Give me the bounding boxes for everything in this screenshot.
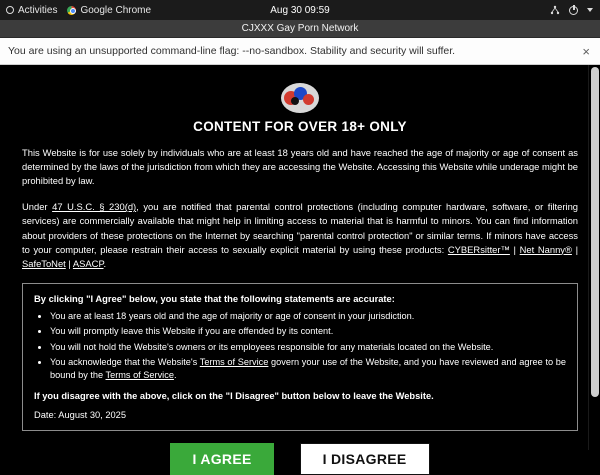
agree-button[interactable]: I AGREE [170, 443, 273, 475]
page-inner [0, 65, 600, 467]
activities-label: Activities [18, 4, 58, 16]
age-gate-title: CONTENT FOR OVER 18+ ONLY [193, 119, 407, 134]
agreement-box [22, 283, 578, 431]
list-item: • You are at least 18 years old and the age of majority or age of consent in your jurisdiction. [50, 310, 566, 323]
statute-end: . [103, 257, 107, 269]
chrome-icon [67, 6, 76, 15]
site-logo-icon [281, 83, 319, 113]
statute-link[interactable]: 47 U.S.C. § 230(d) [52, 201, 137, 213]
system-top-bar [0, 0, 600, 20]
page-content [0, 65, 600, 467]
provider-link-netnanny[interactable]: Net Nanny® [519, 243, 572, 255]
action-buttons [22, 443, 578, 475]
disagree-button[interactable]: I DISAGREE [300, 443, 430, 475]
activities-button[interactable] [6, 5, 57, 16]
list-item-terms [50, 356, 566, 383]
statute-prefix: Under [22, 201, 53, 213]
window-title-bar [0, 20, 600, 38]
provider-link-asacp[interactable]: ASACP [72, 257, 104, 269]
scrollbar-thumb[interactable] [591, 67, 599, 397]
network-icon[interactable] [550, 5, 560, 15]
top-bar-right [550, 5, 600, 15]
terms-of-service-link-2[interactable]: Terms of Service [105, 370, 174, 381]
parental-controls-paragraph [22, 200, 578, 271]
agreement-lead: By clicking "I Agree" below, you state that the following statements are accurate: [34, 292, 395, 304]
provider-link-safetonet[interactable]: SafeToNet [22, 257, 66, 269]
agreement-date: Date: August 30, 2025 [34, 409, 127, 420]
agreement-bullet-list [34, 310, 566, 383]
close-icon[interactable]: × [582, 43, 590, 59]
top-bar-left [0, 5, 151, 16]
chevron-down-icon[interactable] [587, 8, 593, 12]
page-scrollbar[interactable] [588, 65, 600, 450]
page-title: CJXXX Gay Porn Network [241, 23, 359, 34]
circle-icon [6, 6, 14, 14]
sep-2: | [571, 243, 578, 255]
chrome-window-button[interactable] [67, 5, 151, 16]
age-statement-paragraph: This Website is for use solely by individuals who are at least 18 years old and have reached the age of majority or age of consent as determined by the laws of the jurisdiction from which they are accessing the Website. Accessing this Website while underage might be prohibited by law. [22, 147, 578, 187]
sep-1: | [509, 243, 520, 255]
list-item: • You will promptly leave this Website if you are offended by its content. [50, 325, 566, 338]
logo-container [22, 83, 578, 113]
unsupported-flag-infobar [0, 38, 600, 65]
clock[interactable]: Aug 30 09:59 [270, 4, 330, 16]
infobar-message: You are using an unsupported command-line flag: --no-sandbox. Stability and security will suffer. [8, 45, 456, 57]
sep-3: | [65, 257, 73, 269]
tos-prefix: You acknowledge that the Website's [50, 356, 200, 367]
tos-end: . [173, 370, 177, 381]
chrome-label: Google Chrome [80, 4, 152, 16]
provider-link-cybersitter[interactable]: CYBERsitter™ [447, 243, 510, 255]
terms-of-service-link-1[interactable]: Terms of Service [199, 356, 269, 367]
list-item: • You will not hold the Website's owners or its employees responsible for any materials located on the Website. [50, 341, 566, 354]
statute-middle: , you are notified that parental control protections (including computer hardware, software, or filtering services) are commercially available that might help in limiting access to material that is harmful to minors. You can find information about providers of these protections on the Internet by searching "parental control protection" or similar terms. If minors have access to your computer, please restrain their access to sexually explicit material by using these products: [22, 201, 578, 255]
tos-middle: govern your use of the Website, and you have reviewed and agree to be bound by the [50, 356, 566, 381]
disagree-instruction: If you disagree with the above, click on the "I Disagree" button below to leave the Website. [34, 390, 434, 401]
power-icon[interactable] [569, 6, 578, 15]
